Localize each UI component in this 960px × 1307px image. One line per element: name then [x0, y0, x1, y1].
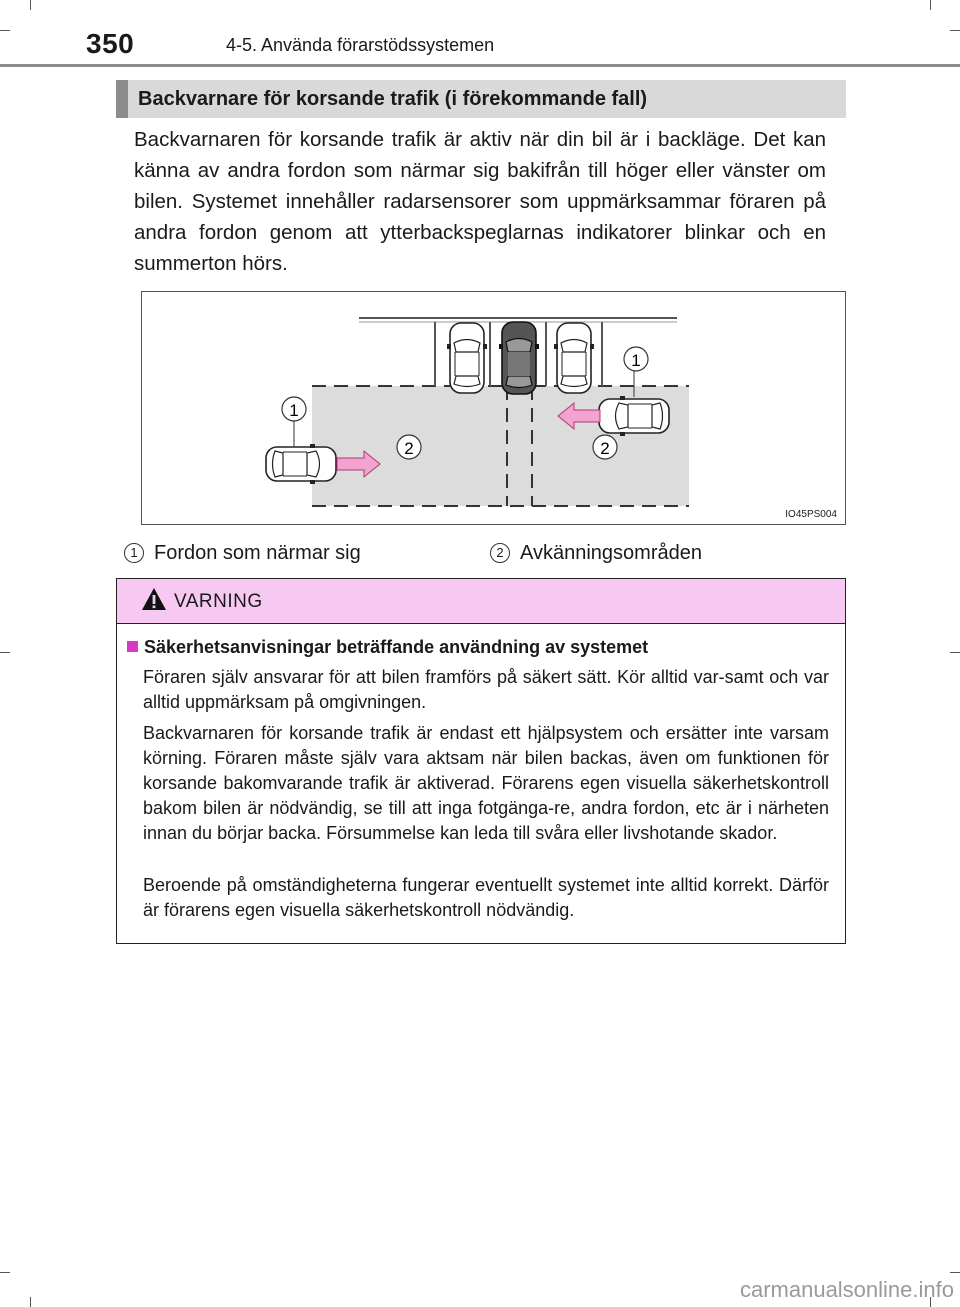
crop-mark — [950, 1272, 960, 1273]
warning-paragraph: Föraren själv ansvarar för att bilen framförs på säkert sätt. Kör alltid var-samt och var alltid uppmärksam på omgivningen. — [143, 667, 829, 712]
bullet-square-icon — [127, 641, 138, 652]
legend-number: 2 — [490, 543, 510, 563]
svg-text:1: 1 — [631, 351, 641, 370]
svg-text:1: 1 — [289, 401, 299, 420]
svg-text:2: 2 — [404, 439, 414, 458]
warning-paragraph: Backvarnaren för korsande trafik är endast ett hjälpsystem och ersätter inte varsam körning. Föraren måste själv vara aktsam när bilen backas, även om funktionen för korsande bakomvarande trafik är aktiverad. Förarens egen visuella säkerhetskontroll bakom bilen är nödvändig, se till att inga fotgänga-re, andra fordon, etc är i närheten innan du börjar backa. Försummelse kan leda till svåra eller livshotande skador. — [143, 723, 829, 843]
warning-subheading-text: Säkerhetsanvisningar beträffande användning av systemet — [144, 637, 649, 657]
callout-1-left — [282, 397, 306, 421]
legend-text: Avkänningsområden — [520, 542, 702, 564]
approaching-car-right — [599, 396, 669, 436]
callout-2-left — [397, 435, 421, 459]
crop-mark — [0, 1272, 10, 1273]
legend-item-2 — [490, 542, 702, 565]
warning-paragraph: Beroende på omständigheterna fungerar eventuellt systemet inte alltid korrekt. Därför är förarens egen visuella säkerhetskontroll nödvändig. — [143, 875, 829, 920]
illustration-svg — [142, 292, 846, 525]
crop-mark — [30, 1297, 31, 1307]
intro-paragraph: Backvarnaren för korsande trafik är aktiv när din bil är i backläge. Det kan känna av andra fordon som närmar sig bakifrån till höger eller vänster om bilen. Systemet innehåller radarsensorer som uppmärksammar föraren på andra fordon genom att ytterbackspeglarnas indikatorer blinkar och en summerton hörs. — [134, 128, 826, 275]
svg-text:2: 2 — [600, 439, 610, 458]
legend-text: Fordon som närmar sig — [154, 542, 361, 564]
crop-mark — [30, 0, 31, 10]
figure-code: IO45PS004 — [785, 509, 837, 520]
warning-label: VARNING — [174, 591, 263, 612]
reversing-car — [499, 322, 539, 394]
header-rule — [0, 64, 960, 67]
crop-mark — [0, 30, 10, 31]
parked-car — [554, 323, 594, 393]
parked-car — [447, 323, 487, 393]
callout-2-right — [593, 435, 617, 459]
crop-mark — [0, 652, 10, 653]
chapter-title: 4-5. Använda förarstödssystemen — [226, 35, 495, 55]
approaching-car-left — [266, 444, 336, 484]
watermark: carmanualsonline.info — [739, 1277, 954, 1302]
crop-mark — [950, 30, 960, 31]
crop-mark — [930, 0, 931, 10]
warning-triangle-icon — [141, 587, 167, 611]
callout-1-right — [624, 347, 648, 371]
section-heading-text: Backvarnare för korsande trafik (i förekommande fall) — [138, 88, 648, 110]
warning-subheading — [127, 637, 648, 658]
crop-mark — [950, 652, 960, 653]
warning-header — [117, 579, 845, 624]
parking-illustration — [141, 291, 846, 525]
warning-box — [116, 578, 846, 944]
legend-item-1 — [124, 542, 361, 565]
page-number: 350 — [86, 28, 135, 59]
legend-number: 1 — [124, 543, 144, 563]
section-heading — [116, 80, 846, 118]
